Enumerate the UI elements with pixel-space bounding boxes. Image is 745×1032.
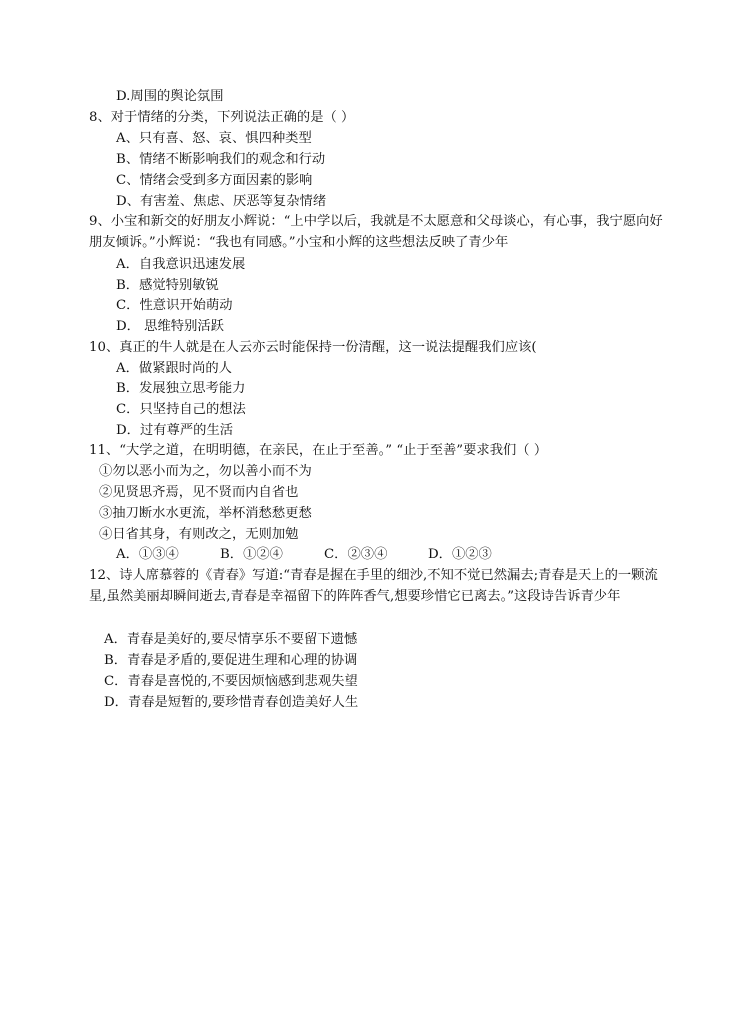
q11-item-1: ①勿以恶小而为之，勿以善小而不为: [99, 464, 312, 479]
q11-item-4: ④日省其身，有则改之，无则加勉: [99, 527, 299, 542]
q10-option-c: C．只坚持自己的想法: [116, 402, 246, 417]
q12-option-d: D．青春是短暂的,要珍惜青春创造美好人生: [104, 695, 359, 710]
q9-stem: 9、小宝和新交的好朋友小辉说：“上中学以后，我就是不太愿意和父母谈心，有心事，我宁愿向好朋友倾诉。”小辉说：“我也有同感。”小宝和小辉的这些想法反映了青少年: [89, 214, 663, 250]
q8-option-d: D、有害羞、焦虑、厌恶等复杂情绪: [116, 194, 327, 209]
q11-stem: 11、“大学之道，在明明德，在亲民，在止于至善。” “止于至善”要求我们（ ）: [89, 443, 548, 458]
q10-option-b: B．发展独立思考能力: [116, 381, 246, 396]
q8-option-c: C、情绪会受到多方面因素的影响: [116, 173, 313, 188]
q9-option-c: C．性意识开始萌动: [116, 298, 233, 313]
q8-option-a: A、只有喜、怒、哀、惧四种类型: [116, 131, 312, 146]
q9-option-a: A．自我意识迅速发展: [116, 257, 246, 272]
q8-stem: 8、对于情绪的分类，下列说法正确的是（ ）: [89, 110, 355, 125]
q8-option-b: B、情绪不断影响我们的观念和行动: [116, 152, 326, 167]
q12-stem: 12、诗人席慕蓉的《青春》写道:“青春是握在手里的细沙,不知不觉已然漏去;青春是天上的一颗流星,虽然美丽却瞬间逝去,青春是幸福留下的阵阵香气,想要珍惜它已离去。”这段诗告诉青少年: [89, 568, 658, 604]
q12-option-b: B．青春是矛盾的,要促进生理和心理的协调: [104, 653, 358, 668]
q11-choice-a: A．①③④: [116, 547, 179, 562]
q10-option-d: D．过有尊严的生活: [116, 423, 234, 438]
q12-option-c: C．青春是喜悦的,不要因烦恼感到悲观失望: [104, 674, 358, 689]
q11-choice-d: D．①②③: [428, 547, 492, 562]
q12-option-a: A．青春是美好的,要尽情享乐不要留下遗憾: [104, 632, 358, 647]
q10-stem: 10、真正的牛人就是在人云亦云时能保持一份清醒，这一说法提醒我们应该(: [89, 340, 537, 355]
q7-option-d: D.周围的舆论氛围: [116, 89, 224, 104]
q11-choice-b: B．①②④: [220, 547, 283, 562]
q10-option-a: A．做紧跟时尚的人: [116, 361, 232, 376]
q11-item-2: ②见贤思齐焉，见不贤而内自省也: [99, 485, 299, 500]
q11-choice-c: C．②③④: [324, 547, 388, 562]
q9-option-b: B．感觉特别敏锐: [116, 278, 219, 293]
q9-option-d: D． 思维特别活跃: [116, 319, 224, 334]
q11-item-3: ③抽刀断水水更流，举杯消愁愁更愁: [99, 506, 312, 521]
